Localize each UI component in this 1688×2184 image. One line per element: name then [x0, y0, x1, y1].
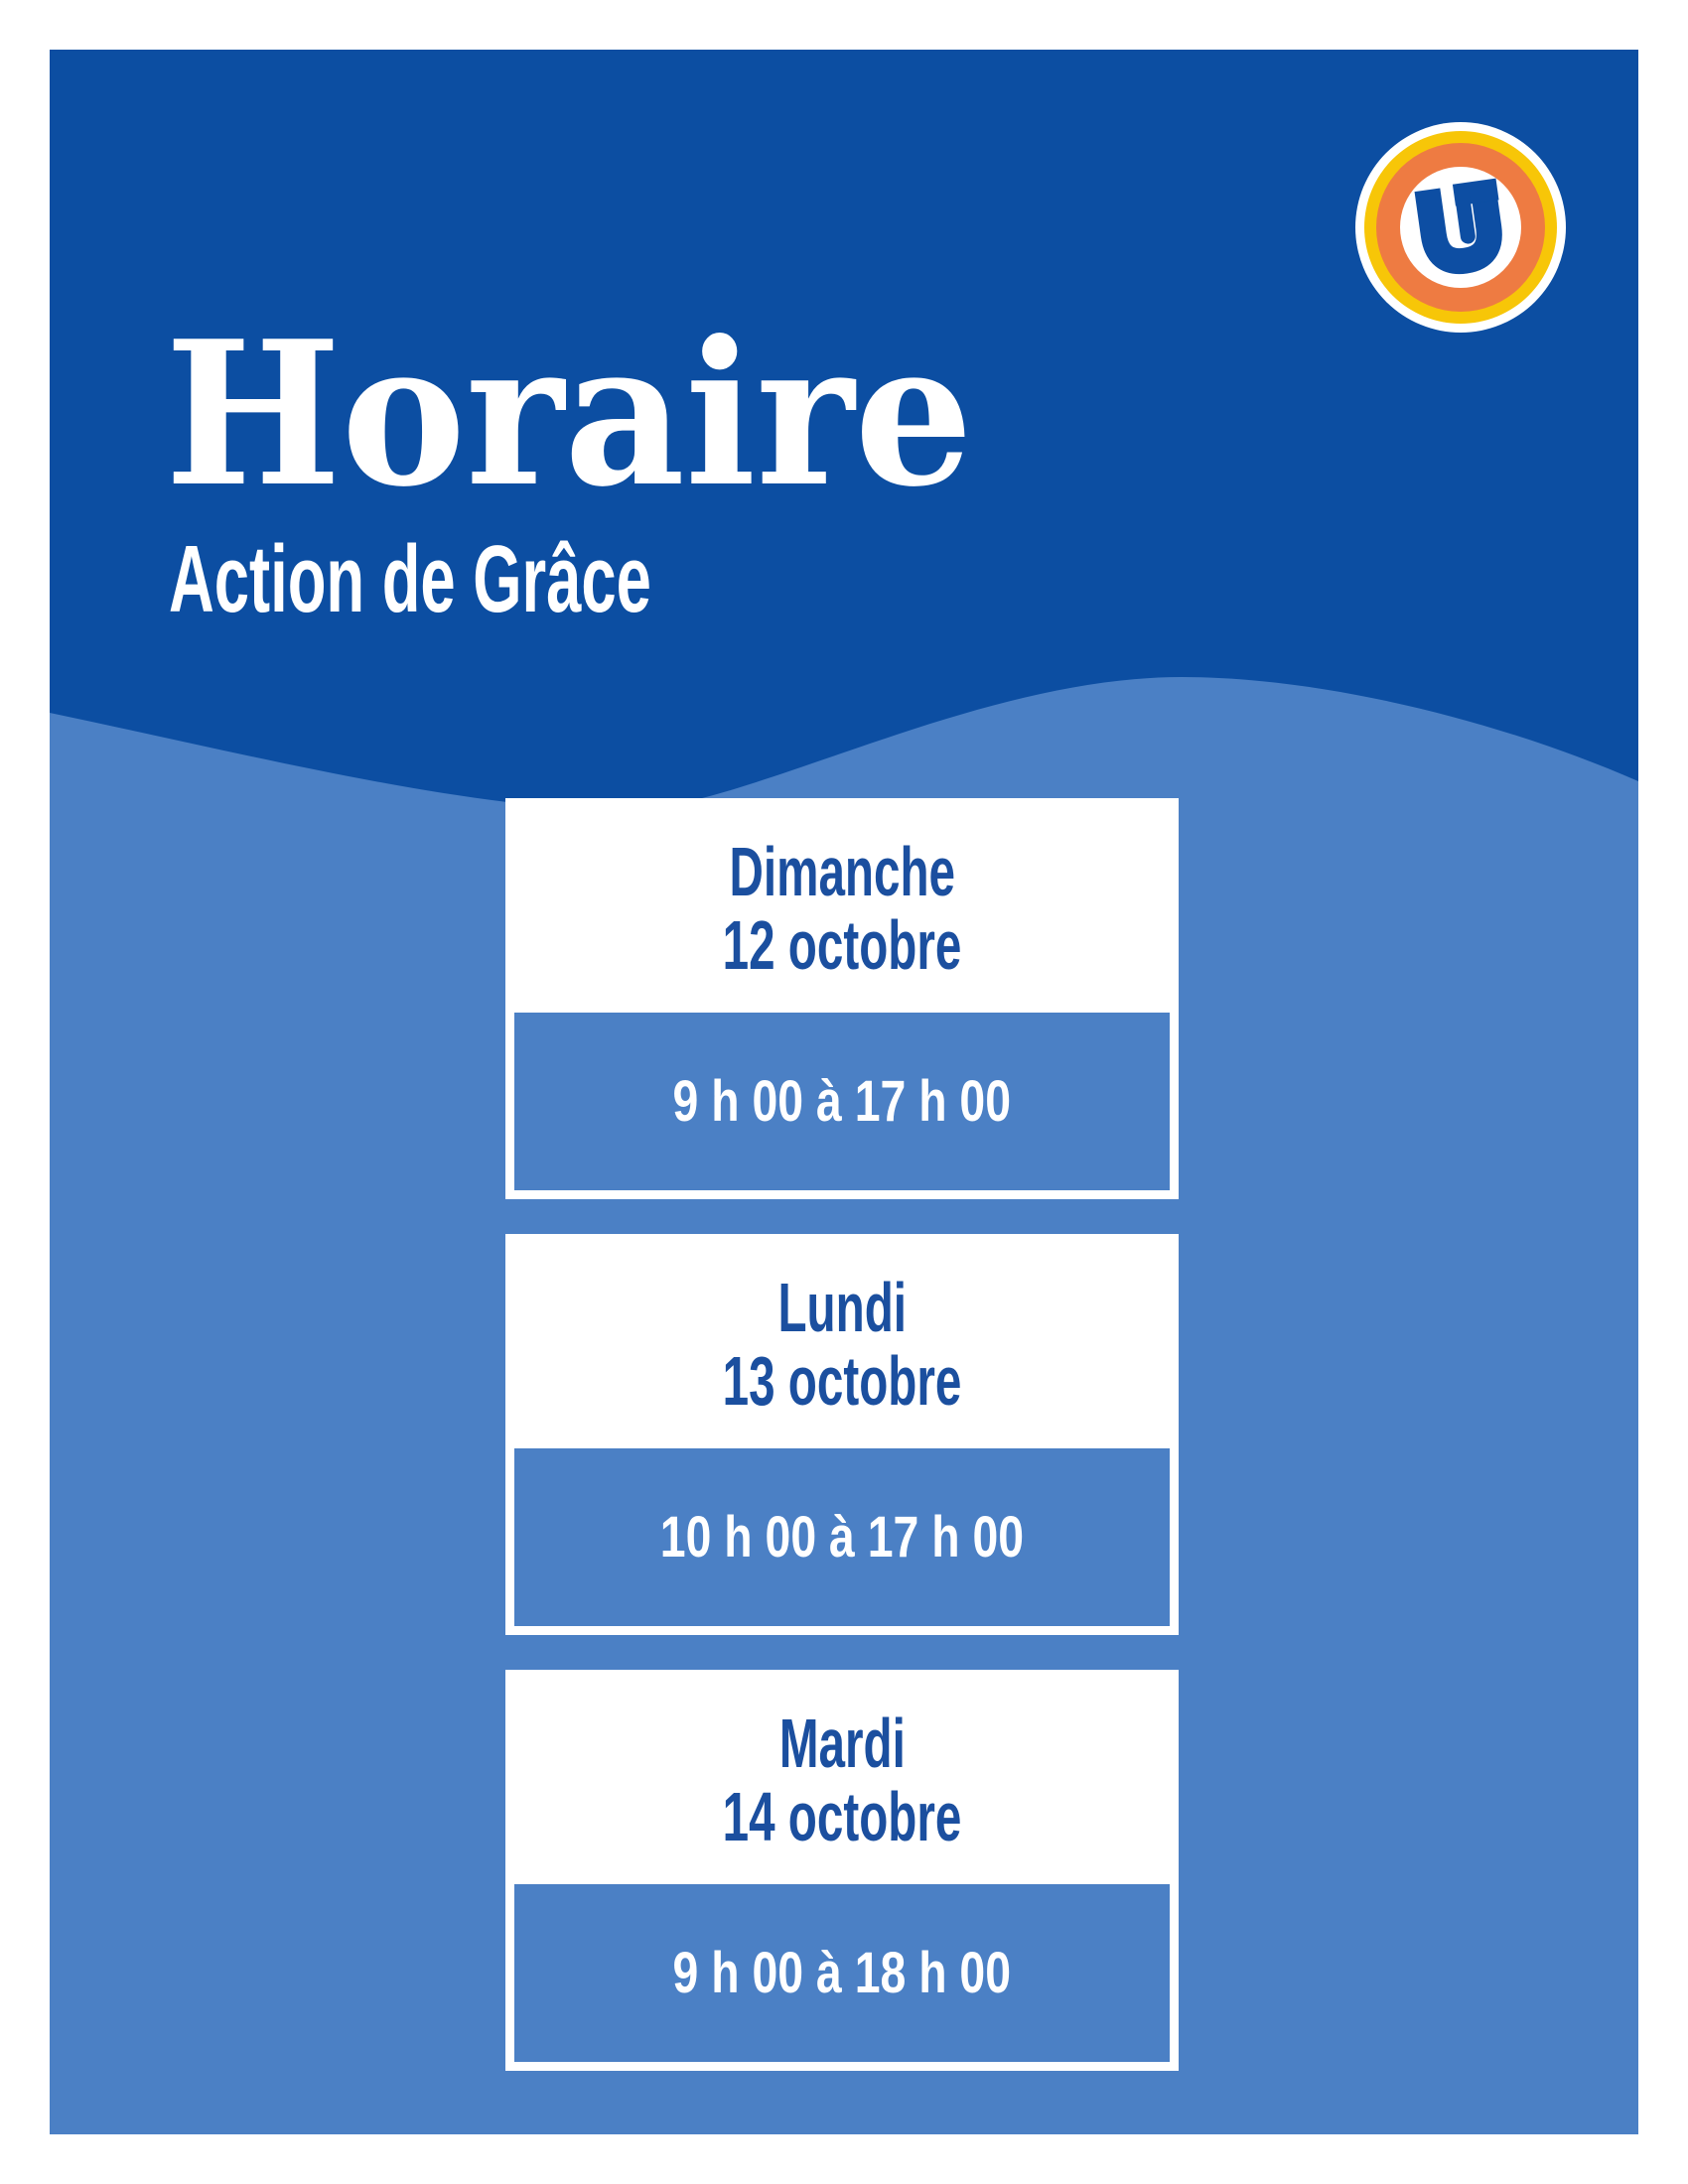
hours-box	[514, 1884, 1170, 2062]
schedule-card-mardi	[505, 1670, 1179, 2071]
day-header	[505, 798, 1179, 1013]
day-label: Dimanche	[729, 833, 955, 910]
date-label: 12 octobre	[722, 906, 962, 984]
page-title: Horaire	[165, 298, 973, 531]
day-header	[505, 1234, 1179, 1448]
poster-content	[50, 50, 1638, 2134]
date-label: 13 octobre	[722, 1342, 962, 1420]
hours-label: 9 h 00 à 18 h 00	[672, 1940, 1012, 2005]
day-header	[505, 1670, 1179, 1884]
schedule-card-lundi	[505, 1234, 1179, 1635]
day-label: Mardi	[778, 1705, 906, 1782]
hours-box	[514, 1448, 1170, 1626]
hours-label: 10 h 00 à 17 h 00	[659, 1504, 1025, 1570]
u-letterform	[1427, 179, 1506, 265]
hours-box	[514, 1013, 1170, 1190]
hours-label: 9 h 00 à 17 h 00	[672, 1068, 1012, 1134]
u-logo-icon	[1355, 122, 1566, 333]
page-subtitle: Action de Grâce	[169, 526, 651, 632]
day-label: Lundi	[777, 1269, 907, 1346]
date-label: 14 octobre	[722, 1778, 962, 1855]
schedule-card-dimanche	[505, 798, 1179, 1199]
